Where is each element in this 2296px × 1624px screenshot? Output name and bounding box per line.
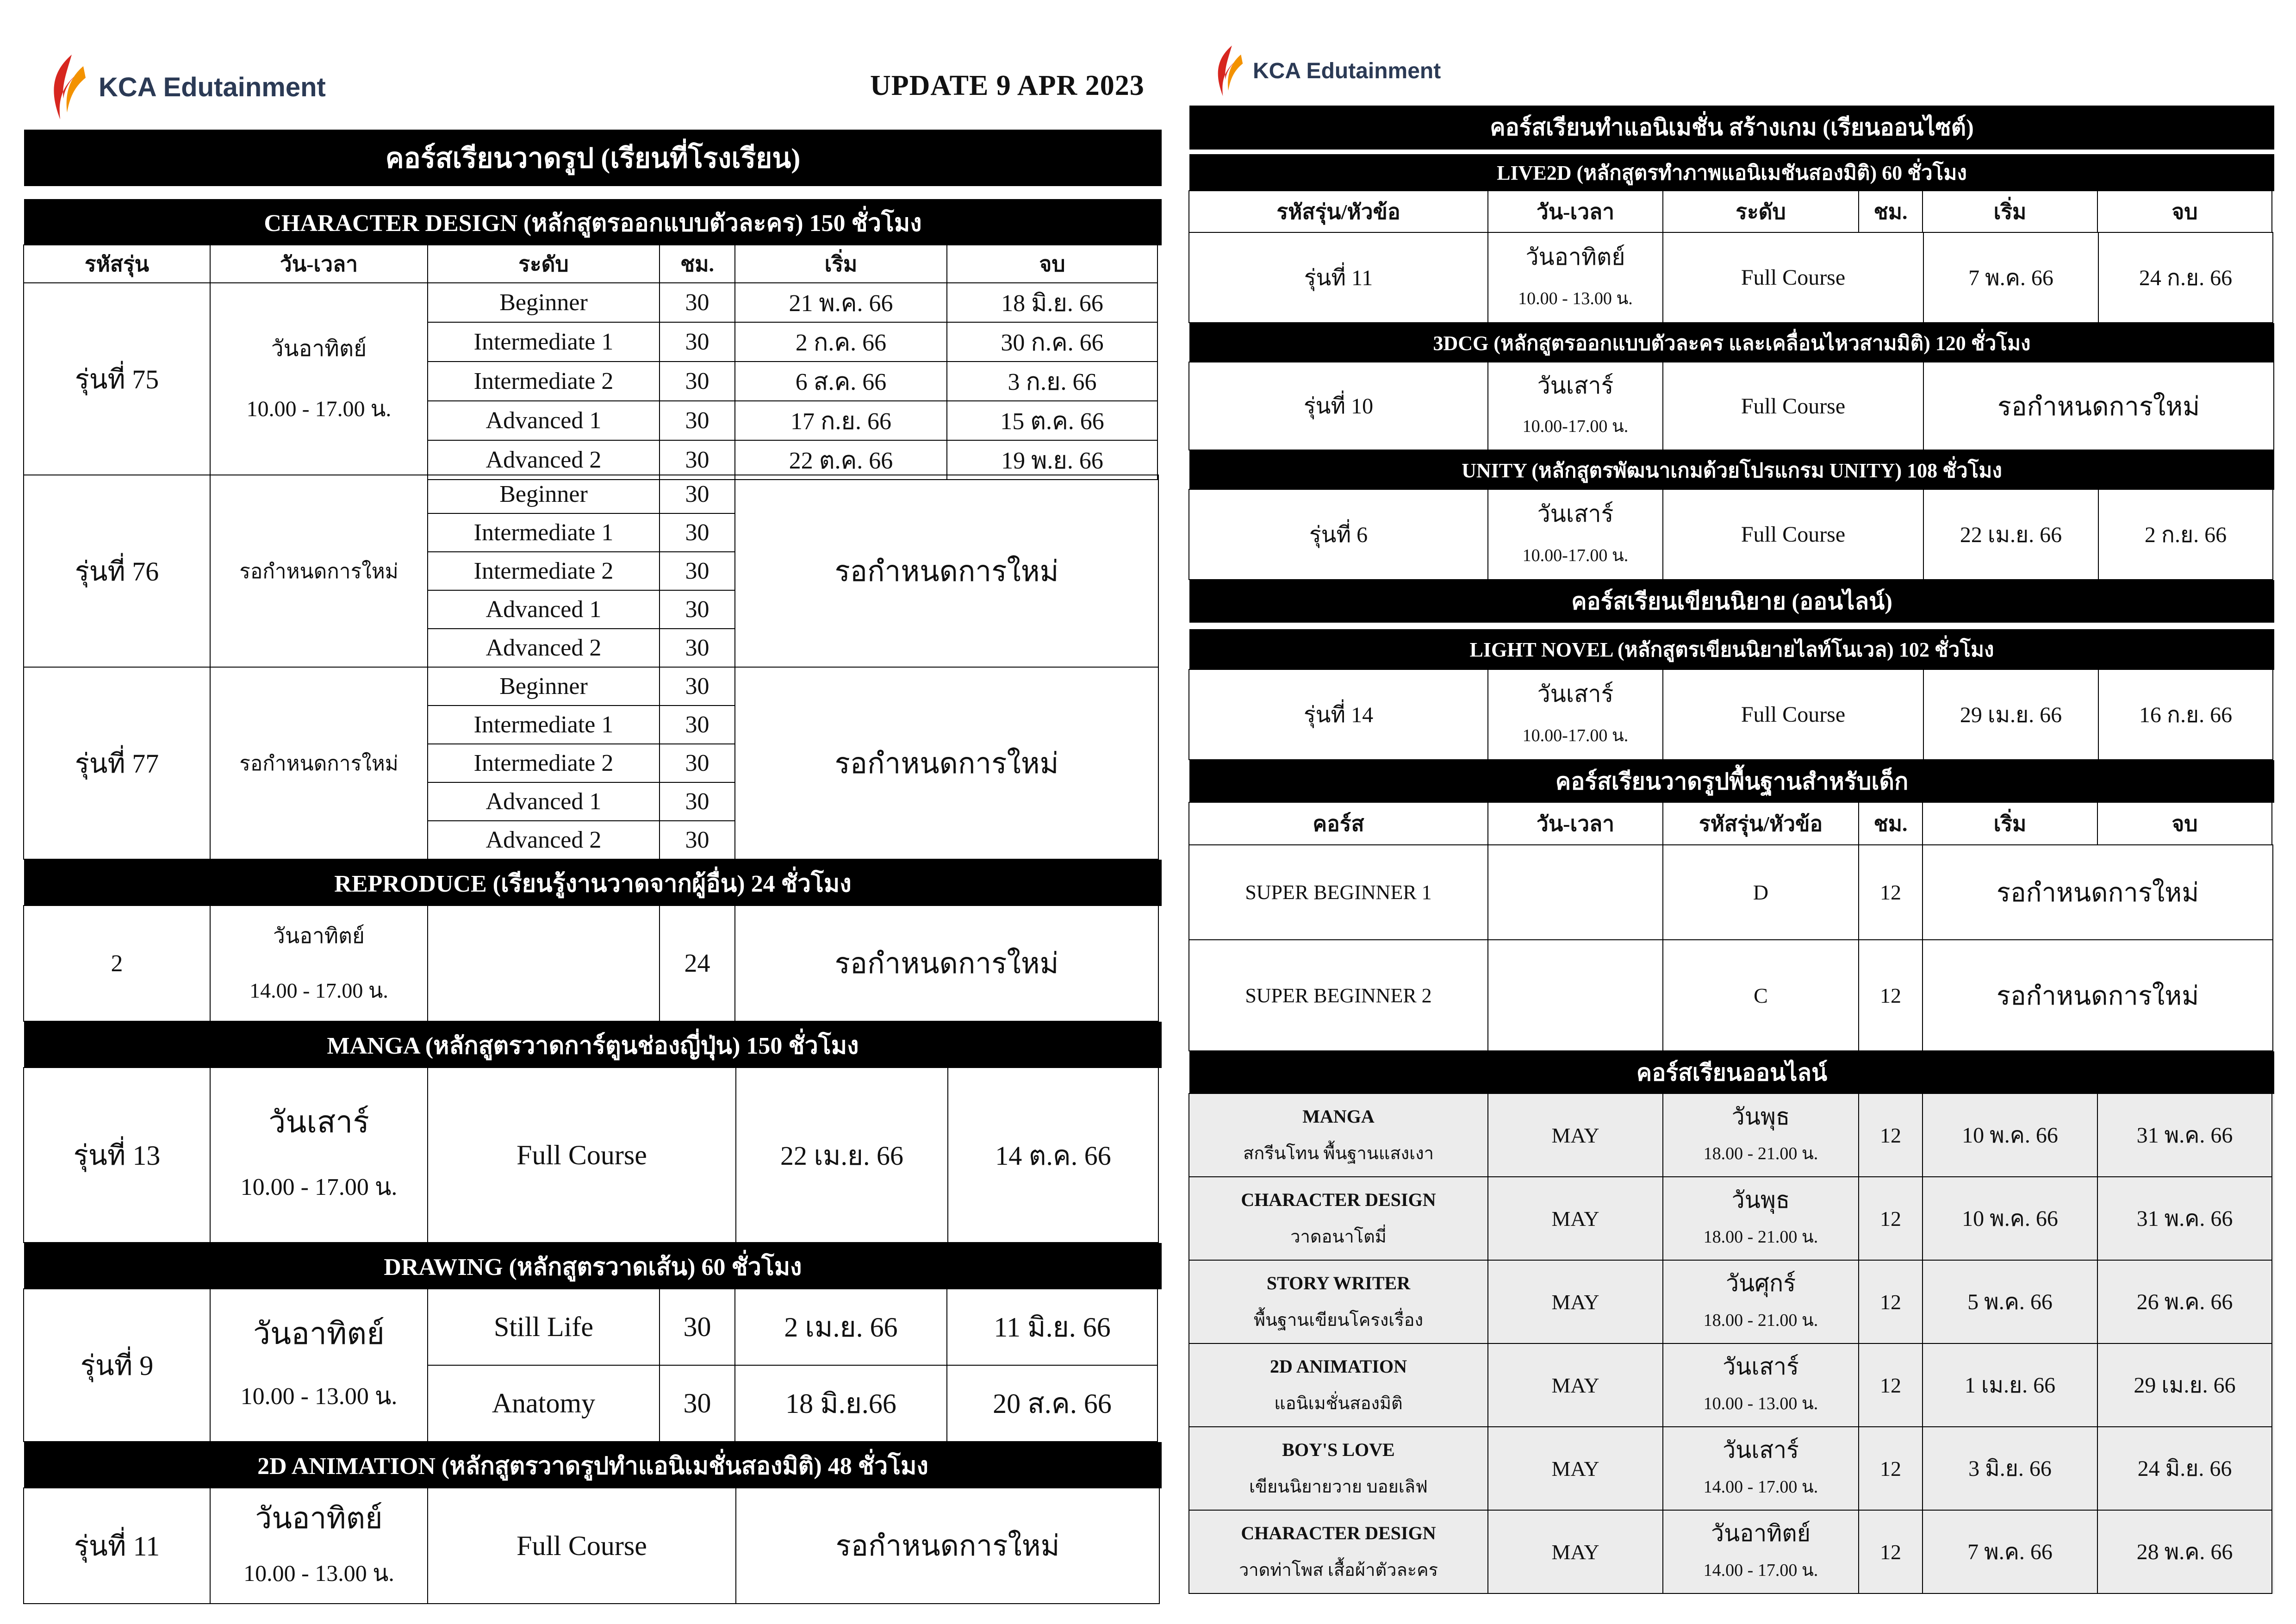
header-code: รหัสรุ่น/หัวข้อ: [1188, 190, 1488, 233]
live2d-schedule: [1487, 232, 1663, 323]
end-cell: 3 ก.ย. 66: [946, 361, 1158, 401]
hours-cell: 30: [659, 361, 735, 401]
online-section-title: คอร์สเรียนออนไลน์: [1189, 1051, 2274, 1094]
light-novel-title: LIGHT NOVEL (หลักสูตรเขียนนิยายไลท์โนเวล) 102 ชั่วโมง: [1189, 629, 2274, 670]
online-course-cell: [1188, 1176, 1488, 1261]
level-cell: Advanced 2: [427, 628, 660, 668]
unity-start: 22 เม.ย. 66: [1923, 489, 2099, 580]
table-row: [428, 401, 1158, 441]
header-start: เริ่ม: [1922, 802, 2098, 845]
gen-77-levels: [428, 668, 735, 860]
live2d-header-row: [1189, 191, 2274, 233]
end-cell: 15 ต.ค. 66: [946, 400, 1158, 441]
gen-76-code: รุ่นที่ 76: [23, 475, 211, 668]
gen-75-rows: [428, 283, 1158, 475]
reproduce-time: 14.00 - 17.00 น.: [249, 979, 388, 1002]
hours-cell: 30: [659, 513, 735, 552]
hours-cell: 30: [659, 628, 735, 668]
kids-section-title: คอร์สเรียนวาดรูปพื้นฐานสำหรับเด็ก: [1189, 760, 2274, 803]
online-month: MAY: [1487, 1260, 1663, 1344]
manga-level: Full Course: [427, 1067, 736, 1243]
online-course-topic: วาดอนาโตมี่: [1290, 1227, 1387, 1247]
live2d-day: วันอาทิตย์: [1525, 244, 1625, 270]
drawing-day: วันอาทิตย์: [253, 1317, 385, 1351]
manga-day: วันเสาร์: [268, 1106, 369, 1139]
hours-cell: 30: [659, 400, 735, 441]
online-hours: 12: [1858, 1426, 1923, 1511]
drawing-schedule: [210, 1288, 428, 1442]
live2d-end: 24 ก.ย. 66: [2098, 232, 2273, 323]
online-hours: 12: [1858, 1176, 1923, 1261]
table-row: [428, 821, 735, 860]
live2d-level: Full Course: [1662, 232, 1924, 323]
header-code: รหัสรุ่น/หัวข้อ: [1662, 802, 1859, 845]
online-schedule: [1662, 1176, 1859, 1261]
drawing-block: [24, 1289, 1162, 1442]
online-hours: 12: [1858, 1343, 1923, 1427]
unity-row: [1189, 490, 2274, 580]
table-row: [1189, 1094, 2274, 1177]
online-course-name: STORY WRITER: [1266, 1273, 1411, 1293]
light-novel-end: 16 ก.ย. 66: [2098, 669, 2273, 760]
online-hours: 12: [1858, 1093, 1923, 1177]
table-row: [1189, 1344, 2274, 1427]
table-row: [428, 362, 1158, 401]
kids-dates: รอกำหนดการใหม่: [1922, 939, 2273, 1051]
hours-cell: 30: [659, 705, 735, 744]
3dcg-level: Full Course: [1662, 362, 1924, 450]
manga-start: 22 เม.ย. 66: [735, 1067, 948, 1243]
online-month: MAY: [1487, 1093, 1663, 1177]
table-row: [428, 706, 735, 744]
hours-cell: 30: [659, 1365, 735, 1442]
animation-2d-code: รุ่นที่ 11: [23, 1487, 211, 1604]
table-row: [1189, 940, 2274, 1051]
header-datetime: วัน-เวลา: [1487, 802, 1663, 845]
online-end: 24 มิ.ย. 66: [2097, 1426, 2272, 1511]
hours-cell: 30: [659, 322, 735, 362]
gen-75-schedule: [210, 282, 428, 475]
drawing-code: รุ่นที่ 9: [23, 1288, 211, 1442]
header-level: ระดับ: [427, 244, 660, 283]
reproduce-schedule: [210, 905, 428, 1022]
hours-cell: 30: [659, 590, 735, 629]
gen-76-levels: [428, 475, 735, 668]
level-cell: Intermediate 1: [427, 322, 660, 362]
character-header-row: [24, 245, 1162, 283]
level-cell: Beginner: [427, 667, 660, 706]
level-cell: Intermediate 2: [427, 361, 660, 401]
animation-2d-level: Full Course: [427, 1487, 736, 1604]
table-row: [428, 591, 735, 629]
right-schedule-panel: [1189, 106, 2274, 1594]
hours-cell: 30: [659, 440, 735, 480]
online-end: 31 พ.ค. 66: [2097, 1093, 2272, 1177]
online-course-cell: [1188, 1260, 1488, 1344]
update-date: UPDATE 9 APR 2023: [870, 70, 1145, 101]
kids-course: SUPER BEGINNER 1: [1188, 844, 1488, 940]
header-datetime: วัน-เวลา: [210, 244, 428, 283]
table-row: [1189, 845, 2274, 940]
manga-end: 14 ต.ค. 66: [947, 1067, 1159, 1243]
table-row: [428, 1289, 1158, 1366]
unity-end: 2 ก.ย. 66: [2098, 489, 2273, 580]
online-time: 10.00 - 13.00 น.: [1703, 1394, 1818, 1413]
online-start: 1 เม.ย. 66: [1922, 1343, 2098, 1427]
hours-cell: 30: [659, 475, 735, 514]
table-row: [428, 514, 735, 552]
online-time: 14.00 - 17.00 น.: [1703, 1477, 1818, 1497]
start-cell: 18 มิ.ย.66: [734, 1365, 947, 1442]
animation-2d-time: 10.00 - 13.00 น.: [243, 1560, 394, 1586]
hours-cell: 30: [659, 551, 735, 591]
reproduce-row: [24, 906, 1162, 1022]
unity-level: Full Course: [1662, 489, 1924, 580]
online-course-name: MANGA: [1302, 1106, 1375, 1127]
online-course-topic: สกรีนโทน พื้นฐานแสงเงา: [1243, 1144, 1434, 1163]
header-end: จบ: [2097, 802, 2272, 845]
kca-logo: [44, 50, 326, 124]
gen-75-block: [24, 283, 1162, 475]
end-cell: 19 พ.ย. 66: [946, 440, 1158, 480]
online-hours: 12: [1858, 1260, 1923, 1344]
online-start: 7 พ.ค. 66: [1922, 1510, 2098, 1594]
kids-datetime: [1487, 939, 1663, 1051]
gen-76-schedule: รอกำหนดการใหม่: [210, 475, 428, 668]
online-course-name: CHARACTER DESIGN: [1241, 1189, 1436, 1210]
level-cell: Advanced 2: [427, 440, 660, 480]
3dcg-title: 3DCG (หลักสูตรออกแบบตัวละคร และเคลื่อนไหวสามมิติ) 120 ชั่วโมง: [1189, 323, 2274, 362]
manga-time: 10.00 - 17.00 น.: [240, 1174, 398, 1200]
end-cell: 11 มิ.ย. 66: [946, 1288, 1158, 1366]
gen-75-code: รุ่นที่ 75: [23, 282, 211, 475]
3dcg-schedule: [1487, 362, 1663, 450]
table-row: [428, 783, 735, 821]
level-cell: Advanced 2: [427, 820, 660, 860]
start-cell: 22 ต.ค. 66: [734, 440, 947, 480]
logo-text: KCA Edutainment: [1253, 58, 1441, 83]
online-course-name: BOY'S LOVE: [1282, 1439, 1395, 1460]
online-day: วันพุธ: [1731, 1187, 1790, 1213]
table-row: [1189, 1511, 2274, 1594]
kids-hours: 12: [1858, 939, 1923, 1051]
table-row: [428, 668, 735, 706]
left-panel-title: คอร์สเรียนวาดรูป (เรียนที่โรงเรียน): [24, 130, 1162, 186]
kids-course: SUPER BEGINNER 2: [1188, 939, 1488, 1051]
end-cell: 20 ส.ค. 66: [946, 1365, 1158, 1442]
unity-title: UNITY (หลักสูตรพัฒนาเกมด้วยโปรแกรม UNITY) 108 ชั่วโมง: [1189, 450, 2274, 490]
level-cell: Intermediate 1: [427, 705, 660, 744]
kids-code: C: [1662, 939, 1859, 1051]
unity-day: วันเสาร์: [1537, 500, 1614, 527]
level-cell: Intermediate 2: [427, 743, 660, 783]
header-datetime: วัน-เวลา: [1487, 190, 1663, 233]
animation-2d-dates: รอกำหนดการใหม่: [735, 1487, 1160, 1604]
gen-76-dates: รอกำหนดการใหม่: [734, 475, 1159, 668]
online-time: 18.00 - 21.00 น.: [1703, 1144, 1818, 1163]
live2d-title: LIVE2D (หลักสูตรทำภาพแอนิเมชันสองมิติ) 60 ชั่วโมง: [1189, 154, 2274, 191]
left-schedule-panel: [24, 130, 1162, 1604]
end-cell: 30 ก.ค. 66: [946, 322, 1158, 362]
light-novel-time: 10.00-17.00 น.: [1522, 725, 1629, 745]
live2d-row: [1189, 233, 2274, 323]
table-row: [428, 629, 735, 668]
header-end: จบ: [946, 244, 1158, 283]
reproduce-code: 2: [23, 905, 211, 1022]
table-row: [1189, 1261, 2274, 1344]
header-hours: ชม.: [659, 244, 735, 283]
3dcg-time: 10.00-17.00 น.: [1522, 417, 1629, 436]
online-start: 3 มิ.ย. 66: [1922, 1426, 2098, 1511]
online-time: 18.00 - 21.00 น.: [1703, 1311, 1818, 1330]
kids-dates: รอกำหนดการใหม่: [1922, 844, 2273, 940]
manga-code: รุ่นที่ 13: [23, 1067, 211, 1243]
flame-logo-icon: [1210, 43, 1246, 99]
gen-77-schedule: รอกำหนดการใหม่: [210, 667, 428, 860]
online-day: วันศุกร์: [1725, 1270, 1796, 1296]
online-schedule: [1662, 1260, 1859, 1344]
hours-cell: 30: [659, 282, 735, 323]
start-cell: 17 ก.ย. 66: [734, 400, 947, 441]
novel-section-title: คอร์สเรียนเขียนนิยาย (ออนไลน์): [1189, 580, 2274, 623]
hours-cell: 30: [659, 667, 735, 706]
online-start: 10 พ.ค. 66: [1922, 1176, 2098, 1261]
online-month: MAY: [1487, 1176, 1663, 1261]
online-course-table: [1189, 1094, 2274, 1594]
gen-75-day: วันอาทิตย์: [271, 336, 367, 361]
end-cell: 18 มิ.ย. 66: [946, 282, 1158, 323]
light-novel-start: 29 เม.ย. 66: [1923, 669, 2099, 760]
reproduce-day: วันอาทิตย์: [273, 924, 365, 948]
3dcg-dates: รอกำหนดการใหม่: [1923, 362, 2274, 450]
table-row: [1189, 1427, 2274, 1511]
flame-logo-icon: [44, 52, 90, 122]
3dcg-code: รุ่นที่ 10: [1188, 362, 1488, 450]
unity-schedule: [1487, 489, 1663, 580]
animation-2d-day: วันอาทิตย์: [255, 1502, 383, 1535]
online-course-name: 2D ANIMATION: [1270, 1356, 1407, 1377]
start-cell: 2 เม.ย. 66: [734, 1288, 947, 1366]
light-novel-day: วันเสาร์: [1537, 681, 1614, 707]
online-schedule: [1662, 1426, 1859, 1511]
online-day: วันอาทิตย์: [1711, 1520, 1811, 1546]
online-start: 5 พ.ค. 66: [1922, 1260, 2098, 1344]
header-start: เริ่ม: [734, 244, 947, 283]
hours-cell: 30: [659, 743, 735, 783]
light-novel-code: รุ่นที่ 14: [1188, 669, 1488, 760]
level-cell: Still Life: [427, 1288, 660, 1366]
online-course-cell: [1188, 1426, 1488, 1511]
start-cell: 6 ส.ค. 66: [734, 361, 947, 401]
manga-schedule: [210, 1067, 428, 1243]
online-time: 14.00 - 17.00 น.: [1703, 1561, 1818, 1580]
manga-row: [24, 1068, 1162, 1243]
manga-title: MANGA (หลักสูตรวาดการ์ตูนช่องญี่ปุ่น) 150 ชั่วโมง: [24, 1022, 1162, 1068]
online-course-topic: เขียนนิยายวาย บอยเลิฟ: [1249, 1477, 1428, 1497]
online-course-topic: พื้นฐานเขียนโครงเรื่อง: [1253, 1311, 1424, 1330]
logo-text: KCA Edutainment: [99, 72, 326, 102]
level-cell: Advanced 1: [427, 782, 660, 821]
live2d-time: 10.00 - 13.00 น.: [1518, 288, 1633, 308]
online-month: MAY: [1487, 1510, 1663, 1594]
online-start: 10 พ.ค. 66: [1922, 1093, 2098, 1177]
online-day: วันเสาร์: [1723, 1354, 1799, 1380]
online-course-cell: [1188, 1343, 1488, 1427]
animation-2d-schedule: [210, 1487, 428, 1604]
online-course-topic: วาดท่าโพส เสื้อผ้าตัวละคร: [1238, 1561, 1438, 1580]
gen-77-dates: รอกำหนดการใหม่: [734, 667, 1159, 860]
drawing-title: DRAWING (หลักสูตรวาดเส้น) 60 ชั่วโมง: [24, 1243, 1162, 1289]
header-course: คอร์ส: [1188, 802, 1488, 845]
online-time: 18.00 - 21.00 น.: [1703, 1227, 1818, 1247]
table-row: [1189, 1177, 2274, 1261]
level-cell: Anatomy: [427, 1365, 660, 1442]
online-end: 29 เม.ย. 66: [2097, 1343, 2272, 1427]
reproduce-title: REPRODUCE (เรียนรู้งานวาดจากผู้อื่น) 24 ชั่วโมง: [24, 860, 1162, 906]
gen-77-code: รุ่นที่ 77: [23, 667, 211, 860]
light-novel-row: [1189, 670, 2274, 760]
drawing-time: 10.00 - 13.00 น.: [240, 1383, 398, 1410]
unity-code: รุ่นที่ 6: [1188, 489, 1488, 580]
table-row: [428, 323, 1158, 362]
online-course-topic: แอนิเมชั่นสองมิติ: [1274, 1394, 1403, 1413]
level-cell: Beginner: [427, 282, 660, 323]
3dcg-row: [1189, 362, 2274, 450]
header-hours: ชม.: [1858, 190, 1923, 233]
level-cell: Advanced 1: [427, 400, 660, 441]
header-start: เริ่ม: [1922, 190, 2098, 233]
animation-2d-row: [24, 1488, 1162, 1604]
reproduce-level: [427, 905, 660, 1022]
drawing-rows: [428, 1289, 1158, 1442]
hours-cell: 30: [659, 782, 735, 821]
kids-code: D: [1662, 844, 1859, 940]
online-end: 28 พ.ค. 66: [2097, 1510, 2272, 1594]
kids-hours: 12: [1858, 844, 1923, 940]
table-row: [428, 283, 1158, 323]
online-course-cell: [1188, 1093, 1488, 1177]
table-row: [428, 744, 735, 783]
kids-header-row: [1189, 803, 2274, 845]
online-schedule: [1662, 1510, 1859, 1594]
start-cell: 21 พ.ค. 66: [734, 282, 947, 323]
online-end: 26 พ.ค. 66: [2097, 1260, 2272, 1344]
header-hours: ชม.: [1858, 802, 1923, 845]
live2d-code: รุ่นที่ 11: [1188, 232, 1488, 323]
online-hours: 12: [1858, 1510, 1923, 1594]
header-end: จบ: [2097, 190, 2272, 233]
online-end: 31 พ.ค. 66: [2097, 1176, 2272, 1261]
level-cell: Advanced 1: [427, 590, 660, 629]
online-course-cell: [1188, 1510, 1488, 1594]
live2d-start: 7 พ.ค. 66: [1923, 232, 2099, 323]
light-novel-level: Full Course: [1662, 669, 1924, 760]
online-day: วันเสาร์: [1723, 1437, 1799, 1463]
table-row: [428, 552, 735, 591]
online-day: วันพุธ: [1731, 1104, 1790, 1130]
online-month: MAY: [1487, 1343, 1663, 1427]
gen-76-block: [24, 475, 1162, 668]
header-level: ระดับ: [1662, 190, 1859, 233]
level-cell: Intermediate 2: [427, 551, 660, 591]
hours-cell: 30: [659, 820, 735, 860]
online-month: MAY: [1487, 1426, 1663, 1511]
online-schedule: [1662, 1093, 1859, 1177]
level-cell: Beginner: [427, 475, 660, 514]
reproduce-dates: รอกำหนดการใหม่: [734, 905, 1159, 1022]
character-design-title: CHARACTER DESIGN (หลักสูตรออกแบบตัวละคร) 150 ชั่วโมง: [24, 199, 1162, 245]
kids-datetime: [1487, 844, 1663, 940]
start-cell: 2 ก.ค. 66: [734, 322, 947, 362]
reproduce-hours: 24: [659, 905, 735, 1022]
3dcg-day: วันเสาร์: [1537, 373, 1614, 399]
animation-2d-title: 2D ANIMATION (หลักสูตรวาดรูปทำแอนิเมชั่นสองมิติ) 48 ชั่วโมง: [24, 1442, 1162, 1488]
right-panel-title: คอร์สเรียนทำแอนิเมชั่น สร้างเกม (เรียนออนไซต์): [1189, 106, 2274, 150]
hours-cell: 30: [659, 1288, 735, 1366]
table-row: [428, 1366, 1158, 1442]
online-course-name: CHARACTER DESIGN: [1241, 1523, 1436, 1543]
online-schedule: [1662, 1343, 1859, 1427]
gen-77-block: [24, 668, 1162, 860]
level-cell: Intermediate 1: [427, 513, 660, 552]
unity-time: 10.00-17.00 น.: [1522, 545, 1629, 565]
header-code: รหัสรุ่น: [23, 244, 211, 283]
gen-75-time: 10.00 - 17.00 น.: [246, 396, 392, 421]
light-novel-schedule: [1487, 669, 1663, 760]
table-row: [428, 475, 735, 514]
kca-logo-right: [1210, 41, 1441, 101]
